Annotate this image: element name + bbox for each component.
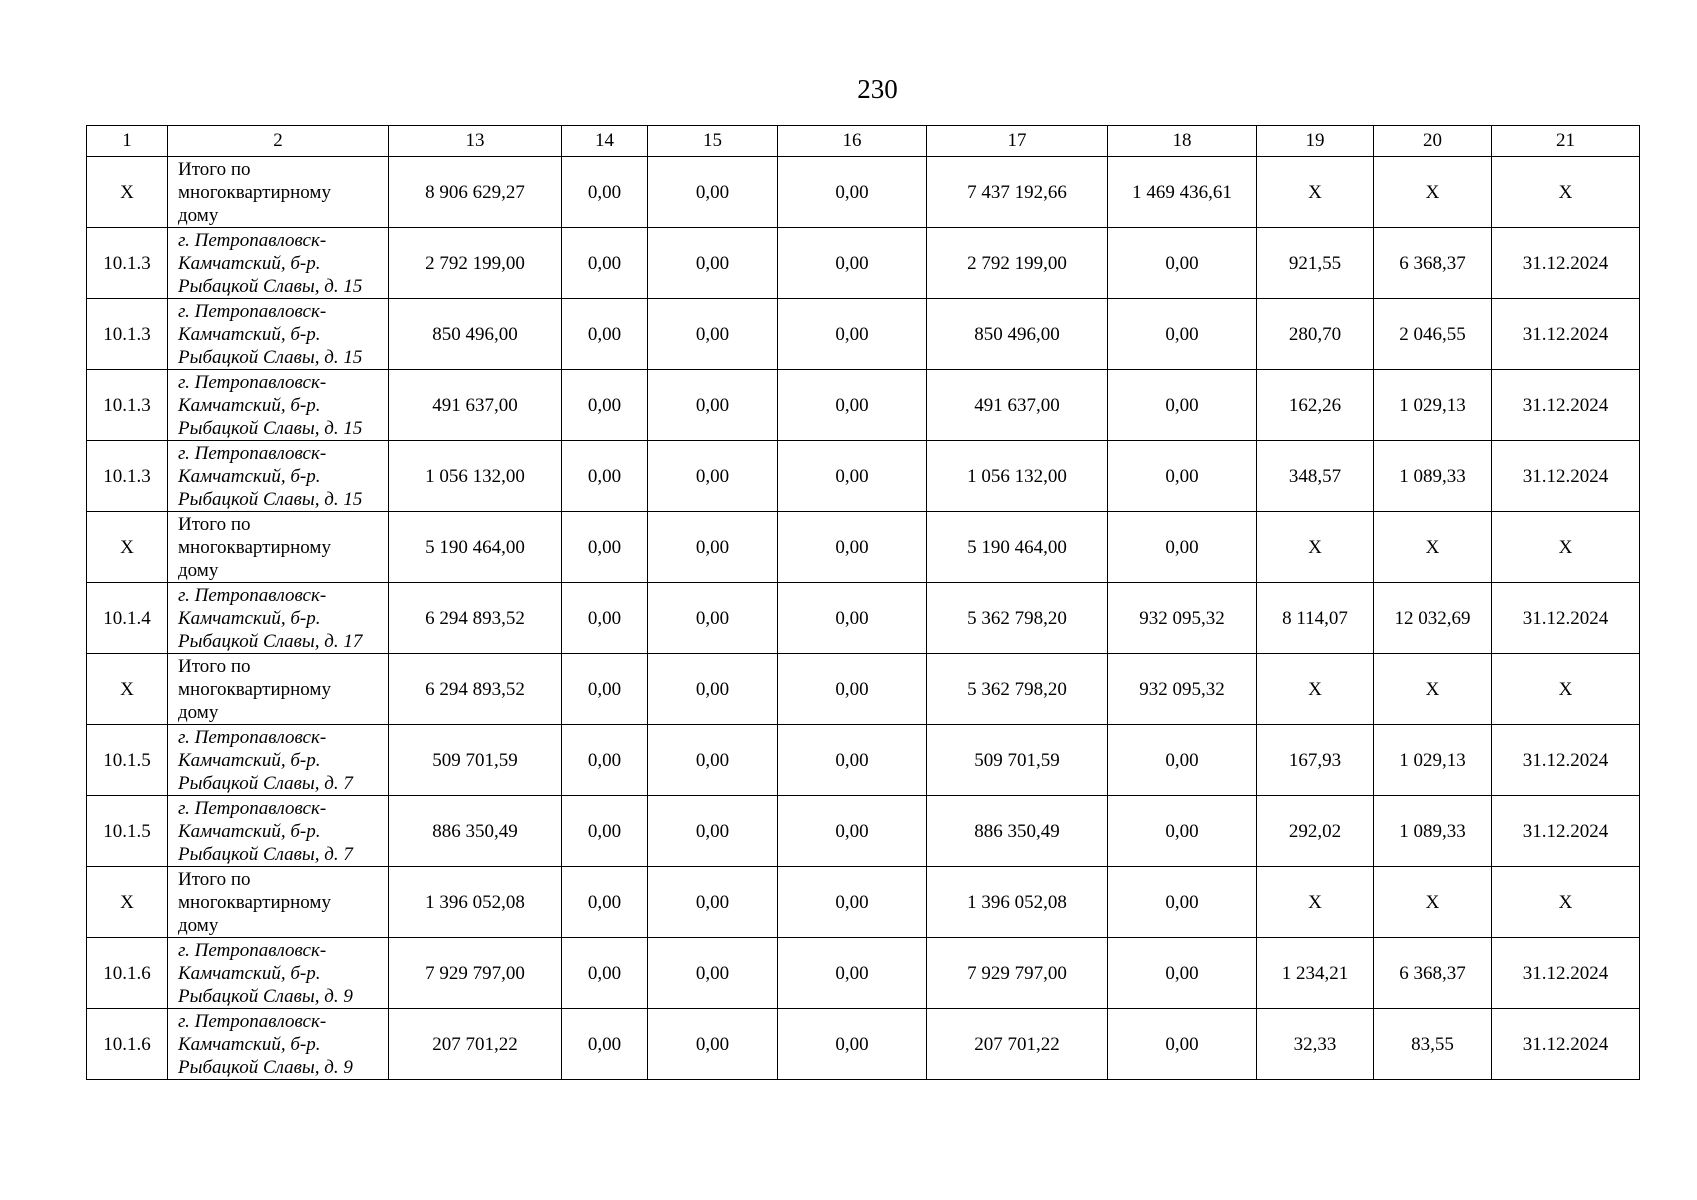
- cell-col-15: 0,00: [648, 725, 778, 796]
- cell-col-15: 0,00: [648, 583, 778, 654]
- cell-col-19: X: [1257, 867, 1374, 938]
- table-row: [87, 938, 1640, 1009]
- table-row-total: [87, 867, 1640, 938]
- cell-col-15: 0,00: [648, 370, 778, 441]
- cell-col-16: 0,00: [778, 441, 927, 512]
- cell-col-15: 0,00: [648, 441, 778, 512]
- cell-line: Рыбацкой Славы, д. 15: [178, 488, 363, 510]
- cell-col-19: 348,57: [1257, 441, 1374, 512]
- table-row: [87, 583, 1640, 654]
- cell-col-19: X: [1257, 654, 1374, 725]
- column-header-2: 2: [168, 126, 389, 157]
- cell-col-21: X: [1492, 157, 1640, 228]
- cell-col-20: X: [1374, 512, 1492, 583]
- cell-line: г. Петропавловск-: [178, 584, 327, 606]
- cell-col-20: 12 032,69: [1374, 583, 1492, 654]
- total-label-cell: [168, 867, 389, 938]
- cell-col-18: 0,00: [1108, 725, 1257, 796]
- address-cell: [168, 370, 389, 441]
- cell-col-15: 0,00: [648, 299, 778, 370]
- cell-col-15: 0,00: [648, 938, 778, 1009]
- cell-line: Рыбацкой Славы, д. 15: [178, 417, 363, 439]
- cell-line: многоквартирному: [178, 678, 331, 700]
- cell-col-19: 292,02: [1257, 796, 1374, 867]
- cell-line: г. Петропавловск-: [178, 300, 327, 322]
- table-row: [87, 228, 1640, 299]
- cell-line: Рыбацкой Славы, д. 15: [178, 346, 363, 368]
- cell-col-13: 207 701,22: [389, 1009, 562, 1080]
- cell-col-18: 0,00: [1108, 228, 1257, 299]
- cell-col-16: 0,00: [778, 370, 927, 441]
- table-row: [87, 796, 1640, 867]
- data-table: [86, 125, 1640, 1080]
- cell-col-17: 850 496,00: [927, 299, 1108, 370]
- cell-col-1: 10.1.5: [87, 725, 168, 796]
- cell-col-13: 5 190 464,00: [389, 512, 562, 583]
- cell-col-14: 0,00: [562, 512, 648, 583]
- table-body: [87, 157, 1640, 1080]
- cell-col-14: 0,00: [562, 157, 648, 228]
- cell-line: многоквартирному: [178, 181, 331, 203]
- cell-col-15: 0,00: [648, 654, 778, 725]
- cell-col-19: 280,70: [1257, 299, 1374, 370]
- cell-col-15: 0,00: [648, 512, 778, 583]
- cell-line: многоквартирному: [178, 536, 331, 558]
- cell-col-21: X: [1492, 867, 1640, 938]
- cell-col-16: 0,00: [778, 725, 927, 796]
- cell-col-14: 0,00: [562, 441, 648, 512]
- cell-col-14: 0,00: [562, 1009, 648, 1080]
- column-header-20: 20: [1374, 126, 1492, 157]
- cell-line: Итого по: [178, 513, 251, 535]
- cell-col-1: 10.1.3: [87, 228, 168, 299]
- column-header-14: 14: [562, 126, 648, 157]
- address-cell: [168, 299, 389, 370]
- cell-col-21: 31.12.2024: [1492, 299, 1640, 370]
- column-header-21: 21: [1492, 126, 1640, 157]
- cell-col-13: 509 701,59: [389, 725, 562, 796]
- cell-col-1: 10.1.5: [87, 796, 168, 867]
- cell-col-16: 0,00: [778, 157, 927, 228]
- cell-col-20: 1 089,33: [1374, 441, 1492, 512]
- cell-col-13: 886 350,49: [389, 796, 562, 867]
- column-header-15: 15: [648, 126, 778, 157]
- cell-col-13: 6 294 893,52: [389, 654, 562, 725]
- cell-col-13: 491 637,00: [389, 370, 562, 441]
- address-cell: [168, 725, 389, 796]
- address-cell: [168, 228, 389, 299]
- cell-line: Камчатский, б-р.: [178, 962, 321, 984]
- cell-col-21: 31.12.2024: [1492, 583, 1640, 654]
- cell-col-19: X: [1257, 157, 1374, 228]
- cell-col-17: 1 056 132,00: [927, 441, 1108, 512]
- cell-col-15: 0,00: [648, 228, 778, 299]
- cell-col-20: X: [1374, 157, 1492, 228]
- cell-col-21: X: [1492, 512, 1640, 583]
- cell-line: Камчатский, б-р.: [178, 252, 321, 274]
- cell-col-1: X: [87, 654, 168, 725]
- cell-col-14: 0,00: [562, 583, 648, 654]
- cell-col-21: 31.12.2024: [1492, 938, 1640, 1009]
- cell-col-18: 0,00: [1108, 441, 1257, 512]
- cell-col-20: 2 046,55: [1374, 299, 1492, 370]
- table-row-total: [87, 654, 1640, 725]
- cell-line: Итого по: [178, 158, 251, 180]
- cell-col-13: 1 056 132,00: [389, 441, 562, 512]
- page-number: 230: [857, 74, 898, 104]
- table-row: [87, 441, 1640, 512]
- cell-col-19: 921,55: [1257, 228, 1374, 299]
- cell-col-14: 0,00: [562, 867, 648, 938]
- cell-col-20: 1 029,13: [1374, 725, 1492, 796]
- cell-line: Камчатский, б-р.: [178, 820, 321, 842]
- table-row: [87, 1009, 1640, 1080]
- cell-col-18: 0,00: [1108, 512, 1257, 583]
- cell-col-16: 0,00: [778, 512, 927, 583]
- cell-col-17: 5 362 798,20: [927, 654, 1108, 725]
- table-row: [87, 299, 1640, 370]
- cell-col-13: 1 396 052,08: [389, 867, 562, 938]
- cell-col-14: 0,00: [562, 796, 648, 867]
- cell-col-1: X: [87, 512, 168, 583]
- cell-line: Камчатский, б-р.: [178, 1033, 321, 1055]
- cell-col-15: 0,00: [648, 867, 778, 938]
- table-row-total: [87, 157, 1640, 228]
- address-cell: [168, 441, 389, 512]
- header-row: [87, 126, 1640, 157]
- cell-col-21: 31.12.2024: [1492, 1009, 1640, 1080]
- cell-col-20: 83,55: [1374, 1009, 1492, 1080]
- cell-col-1: 10.1.4: [87, 583, 168, 654]
- cell-col-1: 10.1.3: [87, 441, 168, 512]
- cell-col-19: 162,26: [1257, 370, 1374, 441]
- cell-line: Камчатский, б-р.: [178, 394, 321, 416]
- table-row: [87, 725, 1640, 796]
- cell-col-14: 0,00: [562, 228, 648, 299]
- cell-col-18: 932 095,32: [1108, 654, 1257, 725]
- cell-col-19: 8 114,07: [1257, 583, 1374, 654]
- cell-col-18: 0,00: [1108, 867, 1257, 938]
- cell-col-16: 0,00: [778, 583, 927, 654]
- address-cell: [168, 796, 389, 867]
- cell-col-17: 491 637,00: [927, 370, 1108, 441]
- cell-line: г. Петропавловск-: [178, 442, 327, 464]
- cell-col-21: 31.12.2024: [1492, 370, 1640, 441]
- cell-col-21: 31.12.2024: [1492, 228, 1640, 299]
- cell-line: г. Петропавловск-: [178, 726, 327, 748]
- cell-line: Камчатский, б-р.: [178, 749, 321, 771]
- cell-line: дому: [178, 701, 219, 723]
- cell-col-20: 6 368,37: [1374, 228, 1492, 299]
- cell-col-1: 10.1.3: [87, 370, 168, 441]
- cell-line: дому: [178, 204, 219, 226]
- cell-col-17: 2 792 199,00: [927, 228, 1108, 299]
- cell-col-19: 1 234,21: [1257, 938, 1374, 1009]
- table-row-total: [87, 512, 1640, 583]
- cell-col-17: 7 437 192,66: [927, 157, 1108, 228]
- cell-col-13: 7 929 797,00: [389, 938, 562, 1009]
- cell-col-15: 0,00: [648, 1009, 778, 1080]
- cell-col-20: 1 029,13: [1374, 370, 1492, 441]
- cell-col-16: 0,00: [778, 1009, 927, 1080]
- column-header-16: 16: [778, 126, 927, 157]
- cell-col-21: 31.12.2024: [1492, 796, 1640, 867]
- column-header-19: 19: [1257, 126, 1374, 157]
- cell-line: Рыбацкой Славы, д. 9: [178, 985, 353, 1007]
- cell-col-13: 850 496,00: [389, 299, 562, 370]
- total-label-cell: [168, 157, 389, 228]
- cell-col-16: 0,00: [778, 796, 927, 867]
- cell-col-20: 6 368,37: [1374, 938, 1492, 1009]
- cell-col-17: 886 350,49: [927, 796, 1108, 867]
- table-row: [87, 370, 1640, 441]
- cell-col-15: 0,00: [648, 796, 778, 867]
- cell-col-14: 0,00: [562, 654, 648, 725]
- cell-col-18: 0,00: [1108, 938, 1257, 1009]
- cell-line: Рыбацкой Славы, д. 7: [178, 772, 353, 794]
- cell-line: Рыбацкой Славы, д. 15: [178, 275, 363, 297]
- cell-line: Рыбацкой Славы, д. 7: [178, 843, 353, 865]
- total-label-cell: [168, 654, 389, 725]
- cell-col-17: 7 929 797,00: [927, 938, 1108, 1009]
- cell-col-18: 0,00: [1108, 370, 1257, 441]
- cell-col-13: 2 792 199,00: [389, 228, 562, 299]
- cell-line: г. Петропавловск-: [178, 939, 327, 961]
- column-header-17: 17: [927, 126, 1108, 157]
- cell-col-16: 0,00: [778, 228, 927, 299]
- cell-line: Камчатский, б-р.: [178, 465, 321, 487]
- cell-line: многоквартирному: [178, 891, 331, 913]
- cell-col-13: 6 294 893,52: [389, 583, 562, 654]
- address-cell: [168, 1009, 389, 1080]
- cell-col-17: 5 190 464,00: [927, 512, 1108, 583]
- cell-col-19: 167,93: [1257, 725, 1374, 796]
- column-header-18: 18: [1108, 126, 1257, 157]
- cell-col-13: 8 906 629,27: [389, 157, 562, 228]
- column-header-13: 13: [389, 126, 562, 157]
- cell-col-18: 932 095,32: [1108, 583, 1257, 654]
- address-cell: [168, 583, 389, 654]
- total-label-cell: [168, 512, 389, 583]
- cell-line: г. Петропавловск-: [178, 797, 327, 819]
- cell-col-17: 509 701,59: [927, 725, 1108, 796]
- cell-col-14: 0,00: [562, 725, 648, 796]
- cell-col-1: 10.1.6: [87, 938, 168, 1009]
- cell-line: Итого по: [178, 868, 251, 890]
- column-header-1: 1: [87, 126, 168, 157]
- cell-col-18: 0,00: [1108, 796, 1257, 867]
- cell-col-18: 0,00: [1108, 299, 1257, 370]
- cell-line: г. Петропавловск-: [178, 371, 327, 393]
- cell-col-16: 0,00: [778, 299, 927, 370]
- cell-col-18: 1 469 436,61: [1108, 157, 1257, 228]
- cell-line: дому: [178, 559, 219, 581]
- cell-col-1: X: [87, 867, 168, 938]
- cell-line: Камчатский, б-р.: [178, 323, 321, 345]
- cell-col-21: X: [1492, 654, 1640, 725]
- cell-col-16: 0,00: [778, 654, 927, 725]
- cell-col-14: 0,00: [562, 370, 648, 441]
- cell-col-21: 31.12.2024: [1492, 441, 1640, 512]
- cell-line: г. Петропавловск-: [178, 1010, 327, 1032]
- cell-line: Рыбацкой Славы, д. 9: [178, 1056, 353, 1078]
- cell-col-21: 31.12.2024: [1492, 725, 1640, 796]
- cell-col-16: 0,00: [778, 867, 927, 938]
- cell-line: дому: [178, 914, 219, 936]
- cell-line: Итого по: [178, 655, 251, 677]
- cell-col-19: 32,33: [1257, 1009, 1374, 1080]
- cell-col-14: 0,00: [562, 299, 648, 370]
- cell-col-1: X: [87, 157, 168, 228]
- cell-line: Рыбацкой Славы, д. 17: [178, 630, 363, 652]
- cell-col-20: X: [1374, 654, 1492, 725]
- cell-col-19: X: [1257, 512, 1374, 583]
- cell-line: г. Петропавловск-: [178, 229, 327, 251]
- cell-col-17: 1 396 052,08: [927, 867, 1108, 938]
- cell-line: Камчатский, б-р.: [178, 607, 321, 629]
- cell-col-20: 1 089,33: [1374, 796, 1492, 867]
- address-cell: [168, 938, 389, 1009]
- cell-col-16: 0,00: [778, 938, 927, 1009]
- cell-col-1: 10.1.3: [87, 299, 168, 370]
- cell-col-20: X: [1374, 867, 1492, 938]
- cell-col-17: 207 701,22: [927, 1009, 1108, 1080]
- cell-col-14: 0,00: [562, 938, 648, 1009]
- cell-col-17: 5 362 798,20: [927, 583, 1108, 654]
- cell-col-1: 10.1.6: [87, 1009, 168, 1080]
- cell-col-15: 0,00: [648, 157, 778, 228]
- cell-col-18: 0,00: [1108, 1009, 1257, 1080]
